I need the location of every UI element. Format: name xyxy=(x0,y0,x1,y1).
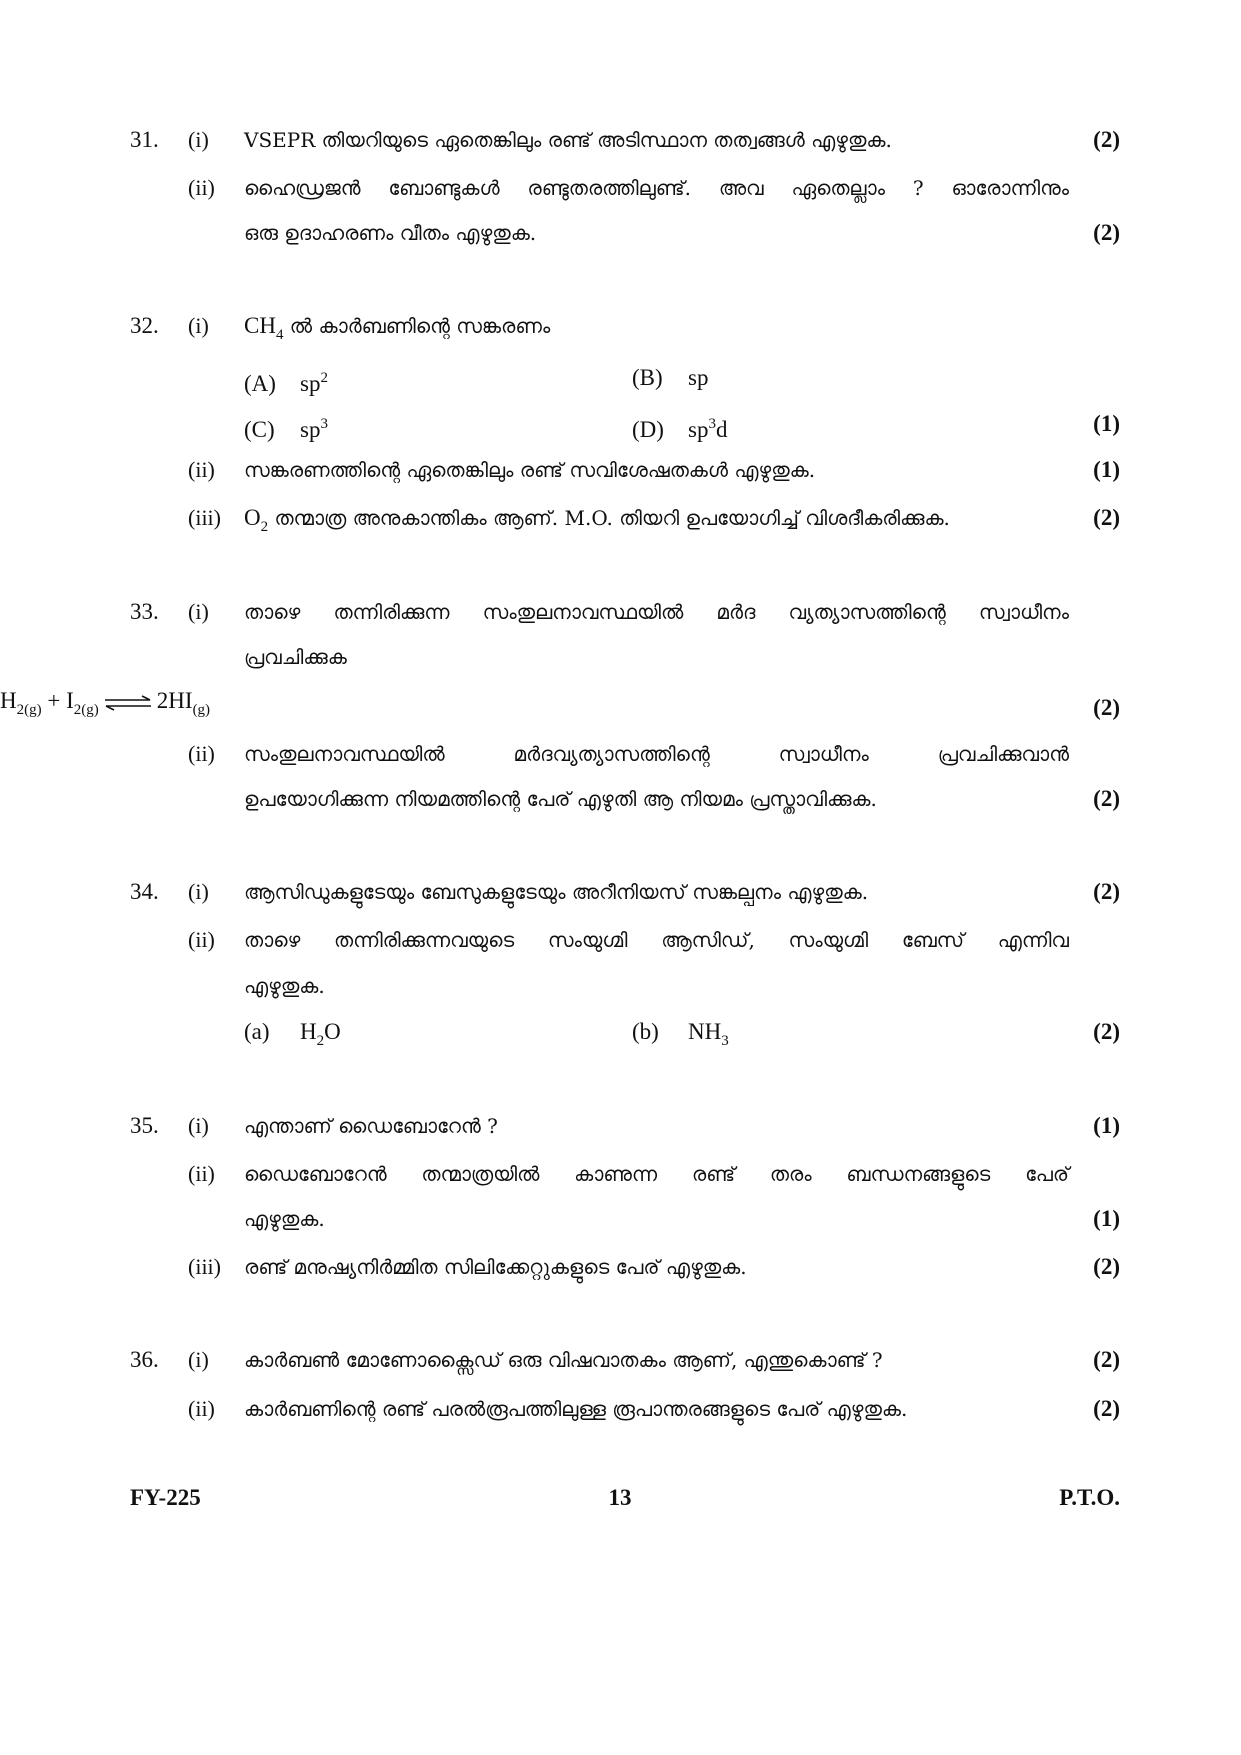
q33-equation xyxy=(0,688,1241,728)
page-number: 13 xyxy=(608,1485,632,1510)
option-c xyxy=(244,404,328,450)
product: 2HI xyxy=(156,688,193,713)
formula-subscript: 2 xyxy=(260,519,269,535)
formula-subscript: 4 xyxy=(275,327,284,343)
option-value: NH xyxy=(688,1019,722,1044)
question-text: ആസിഡുകളുടേയും ബേസുകളുടേയും അറീനിയസ് സങ്കല്പനം എഴുതുക. xyxy=(244,880,869,904)
question-text: എഴുതുക. xyxy=(244,974,325,998)
question-text: രണ്ട് മനുഷ്യനിർമ്മിത സിലിക്കേറ്റുകളുടെ പേര് എഴുതുക. xyxy=(244,1255,747,1279)
marks: (2) xyxy=(1093,505,1120,530)
question-text: പ്രവചിക്കുക xyxy=(244,645,347,669)
question-text: VSEPR തിയറിയുടെ ഏതെങ്കിലും രണ്ട് അടിസ്ഥാന തത്വങ്ങൾ എഴുതുക. xyxy=(244,128,892,152)
formula: O xyxy=(244,505,261,530)
marks: (2) xyxy=(1093,127,1120,152)
question-text: ഒരു ഉദാഹരണം വീതം എഴുതുക. xyxy=(244,221,537,245)
q36-part-i xyxy=(0,1340,1241,1380)
q32-options-cd xyxy=(0,404,1241,444)
subscript: 2(g) xyxy=(16,702,42,718)
question-number: 31. xyxy=(130,127,159,152)
q32-part-i xyxy=(0,306,1241,346)
question-text-rest: തന്മാത്ര അനുകാന്തികം ആണ്. M.O. തിയറി ഉപയോഗിച്ച് വിശദീകരിക്കുക. xyxy=(268,506,950,530)
question-number: 36. xyxy=(130,1347,159,1372)
marks: (2) xyxy=(1093,786,1120,811)
option-label: (D) xyxy=(632,417,664,442)
marks: (2) xyxy=(1093,695,1120,720)
pto-label: P.T.O. xyxy=(1059,1485,1120,1510)
part-label: (ii) xyxy=(188,457,215,482)
marks: (1) xyxy=(1093,1113,1120,1138)
marks: (2) xyxy=(1093,220,1120,245)
option-d xyxy=(632,404,727,450)
reactant: I xyxy=(66,688,74,713)
question-text-rest: ൽ കാർബണിന്റെ സങ്കരണം xyxy=(283,314,551,338)
question-text: താഴെ തന്നിരിക്കുന്നവയുടെ സംയുഗ്മി ആസിഡ്, സംയുഗ്മി ബേസ് എന്നിവ xyxy=(244,928,1069,952)
q35-part-iii xyxy=(0,1247,1241,1287)
subscript: (g) xyxy=(192,702,211,718)
q35-part-ii-line1 xyxy=(0,1154,1241,1194)
question-text xyxy=(244,306,550,355)
option-label: (A) xyxy=(244,371,276,396)
marks: (2) xyxy=(1093,1347,1120,1372)
option-a xyxy=(244,1012,341,1061)
option-label: (a) xyxy=(244,1019,270,1044)
question-number: 32. xyxy=(130,313,159,338)
marks: (2) xyxy=(1093,879,1120,904)
marks: (1) xyxy=(1093,1206,1120,1231)
question-text: ഹൈഡ്രജൻ ബോണ്ടുകൾ രണ്ടുതരത്തിലുണ്ട്. അവ ഏതെല്ലാം ? ഓരോന്നിനും xyxy=(244,176,1069,200)
equilibrium-arrow-icon xyxy=(103,695,153,711)
part-label: (iii) xyxy=(188,1254,221,1279)
option-label: (b) xyxy=(632,1019,659,1044)
superscript: 3 xyxy=(320,416,328,432)
superscript: 3 xyxy=(708,416,716,432)
option-label: (C) xyxy=(244,417,275,442)
question-text xyxy=(244,498,950,547)
question-text: കാർബണിന്റെ രണ്ട് പരൽരൂപത്തിലുള്ള രൂപാന്തരങ്ങളുടെ പേര് എഴുതുക. xyxy=(244,1397,908,1421)
question-number: 34. xyxy=(130,879,159,904)
marks: (1) xyxy=(1093,457,1120,482)
option-value: sp xyxy=(300,417,321,442)
q34-part-i xyxy=(0,872,1241,912)
part-label: (ii) xyxy=(188,741,215,766)
q32-part-ii xyxy=(0,450,1241,490)
paper-code: FY-225 xyxy=(130,1485,201,1510)
q32-options-ab xyxy=(0,358,1241,398)
subscript: 2 xyxy=(316,1033,325,1049)
marks: (2) xyxy=(1093,1396,1120,1421)
q32-part-iii xyxy=(0,498,1241,538)
option-b xyxy=(632,358,708,398)
plus-sign: + xyxy=(41,688,67,713)
part-label: (i) xyxy=(188,599,209,624)
option-value-tail: O xyxy=(324,1019,341,1044)
part-label: (ii) xyxy=(188,927,215,952)
q31-part-ii-line1 xyxy=(0,168,1241,208)
part-label: (i) xyxy=(188,1113,209,1138)
option-value: sp xyxy=(300,371,321,396)
question-text: സങ്കരണത്തിന്റെ ഏതെങ്കിലും രണ്ട് സവിശേഷതകൾ എഴുതുക. xyxy=(244,458,816,482)
chemical-equation xyxy=(0,688,211,718)
superscript: 2 xyxy=(320,370,328,386)
q34-options xyxy=(0,1012,1241,1052)
part-label: (ii) xyxy=(188,1396,215,1421)
formula: CH xyxy=(244,313,276,338)
question-text: എന്താണ് ഡൈബോറേൻ ? xyxy=(244,1114,498,1138)
option-b xyxy=(632,1012,729,1061)
question-text: ഉപയോഗിക്കുന്ന നിയമത്തിന്റെ പേര് എഴുതി ആ നിയമം പ്രസ്താവിക്കുക. xyxy=(244,787,877,811)
part-label: (ii) xyxy=(188,1161,215,1186)
q34-part-ii-line2 xyxy=(0,966,1241,1006)
question-number: 35. xyxy=(130,1113,159,1138)
question-text: സംതുലനാവസ്ഥയിൽ മർദവ്യത്യാസത്തിന്റെ സ്വാധീനം പ്രവചിക്കുവാൻ xyxy=(244,742,1069,766)
option-value-tail: d xyxy=(715,417,728,442)
option-value: H xyxy=(300,1019,317,1044)
part-label: (i) xyxy=(188,127,209,152)
question-text: ഡൈബോറേൻ തന്മാത്രയിൽ കാണുന്ന രണ്ട് തരം ബന്ധനങ്ങളുടെ പേര് xyxy=(244,1162,1069,1186)
option-value: sp xyxy=(688,365,709,390)
reactant: H xyxy=(0,688,17,713)
q35-part-ii-line2 xyxy=(0,1199,1241,1239)
marks: (2) xyxy=(1093,1019,1120,1044)
question-text: താഴെ തന്നിരിക്കുന്ന സംതുലനാവസ്ഥയിൽ മർദ വ്യത്യാസത്തിന്റെ സ്വാധീനം xyxy=(244,600,1069,624)
part-label: (ii) xyxy=(188,175,215,200)
q31-part-ii-line2 xyxy=(0,213,1241,253)
marks: (2) xyxy=(1093,1254,1120,1279)
option-a xyxy=(244,358,328,404)
question-text: എഴുതുക. xyxy=(244,1207,325,1231)
subscript: 3 xyxy=(721,1033,729,1049)
q33-part-i-line1 xyxy=(0,592,1241,632)
option-label: (B) xyxy=(632,365,663,390)
part-label: (iii) xyxy=(188,505,221,530)
subscript: 2(g) xyxy=(73,702,99,718)
q31-part-i xyxy=(0,120,1241,160)
option-value: sp xyxy=(688,417,709,442)
marks: (1) xyxy=(1093,411,1120,436)
q33-part-ii-line1 xyxy=(0,734,1241,774)
question-text: കാർബൺ മോണോക്സൈഡ് ഒരു വിഷവാതകം ആണ്, എന്തുകൊണ്ട് ? xyxy=(244,1348,883,1372)
q36-part-ii xyxy=(0,1389,1241,1429)
q35-part-i xyxy=(0,1106,1241,1146)
question-number: 33. xyxy=(130,599,159,624)
q33-part-i-line2 xyxy=(0,637,1241,677)
part-label: (i) xyxy=(188,313,209,338)
q33-part-ii-line2 xyxy=(0,779,1241,819)
part-label: (i) xyxy=(188,1347,209,1372)
part-label: (i) xyxy=(188,879,209,904)
q34-part-ii-line1 xyxy=(0,920,1241,960)
